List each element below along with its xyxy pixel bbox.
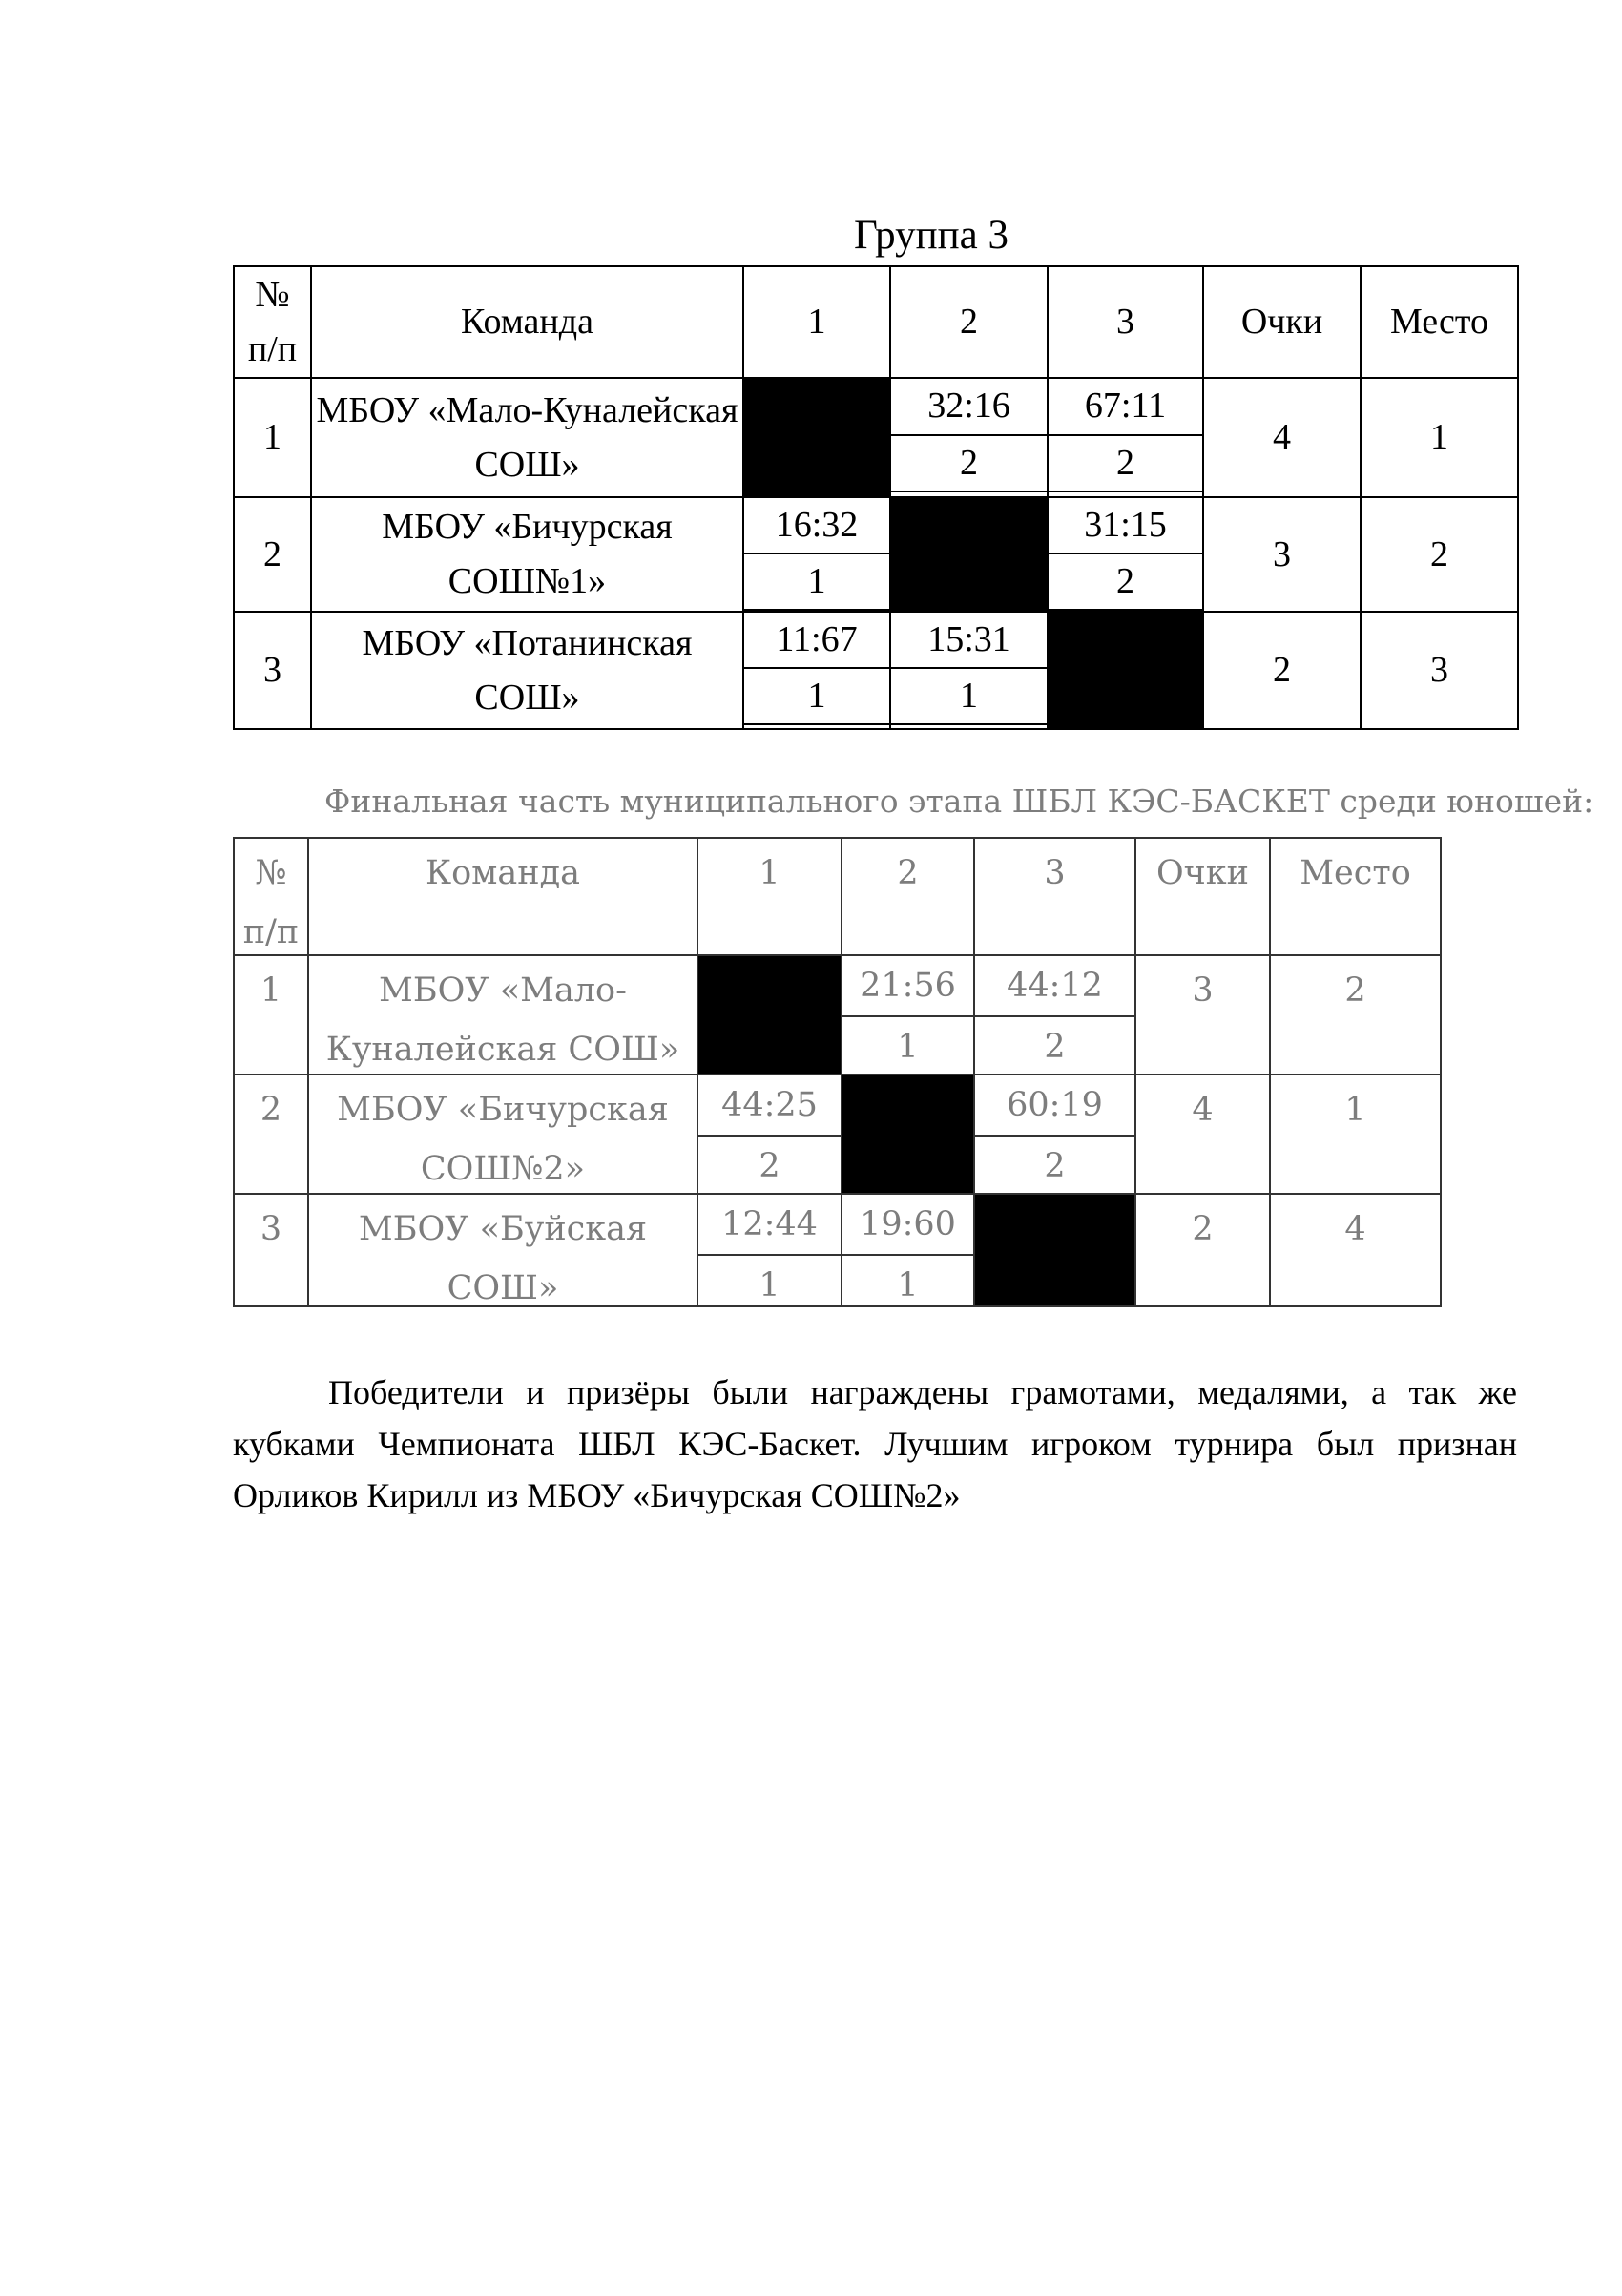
col-header-num	[235, 839, 309, 956]
col-header-num-line1: №	[255, 854, 287, 892]
game-score: 19:60	[842, 1195, 973, 1256]
place-cell: 2	[1362, 498, 1519, 613]
team-name-line1: МБОУ «Бичурская	[382, 507, 673, 547]
game-cell	[1049, 498, 1204, 613]
points-cell: 4	[1136, 1075, 1271, 1195]
game-points: 2	[759, 1147, 780, 1185]
game-score: 16:32	[744, 498, 889, 554]
col-header-game2: 2	[842, 839, 975, 956]
game-points: 1	[744, 669, 889, 725]
game-points: 1	[897, 1028, 919, 1066]
game-score: 67:11	[1049, 379, 1202, 436]
game-points: 2	[1044, 1147, 1066, 1185]
row-num: 2	[235, 498, 312, 613]
team-name-line1: МБОУ «Бичурская	[337, 1091, 669, 1129]
team-name-line2: СОШ»	[474, 444, 580, 485]
game-points: 2	[1049, 554, 1202, 611]
row-num: 1	[235, 956, 309, 1075]
game-points: 1	[897, 1266, 919, 1305]
game-cell	[698, 1075, 842, 1195]
game-points: 1	[759, 1266, 780, 1305]
place-cell: 1	[1271, 1075, 1442, 1195]
game-cell	[891, 613, 1049, 730]
game-score: 32:16	[891, 379, 1047, 436]
game-cell	[842, 956, 975, 1075]
game-score: 60:19	[975, 1075, 1134, 1137]
place-cell: 4	[1271, 1195, 1442, 1307]
game-score: 44:12	[975, 956, 1134, 1017]
row-num: 3	[235, 613, 312, 730]
game-cell	[1049, 379, 1204, 498]
row-num: 2	[235, 1075, 309, 1195]
team-name-line2: Куналейская СОШ»	[325, 1031, 680, 1069]
game-points: 2	[1049, 436, 1202, 493]
team-name-line1: МБОУ «Мало-Куналейская	[316, 389, 738, 430]
row-num: 1	[235, 379, 312, 498]
col-header-place: Место	[1362, 267, 1519, 379]
game-score: 12:44	[698, 1195, 841, 1256]
crossed-cell	[891, 498, 1049, 613]
team-name-line1: МБОУ «Мало-	[379, 971, 627, 1010]
col-header-game2: 2	[891, 267, 1049, 379]
points-cell: 2	[1136, 1195, 1271, 1307]
game-cell	[744, 613, 891, 730]
final-stage-table	[233, 837, 1442, 1307]
game-score: 21:56	[842, 956, 973, 1017]
game-cell	[698, 1195, 842, 1307]
team-name-line1: МБОУ «Потанинская	[362, 622, 693, 663]
team-name-line1: МБОУ «Буйская СОШ»	[358, 1210, 648, 1307]
game-cell	[975, 1075, 1136, 1195]
place-cell: 1	[1362, 379, 1519, 498]
col-header-points: Очки	[1204, 267, 1362, 379]
points-cell: 4	[1204, 379, 1362, 498]
page-title: Группа 3	[854, 213, 1009, 258]
game-points: 1	[744, 554, 889, 611]
col-header-place: Место	[1271, 839, 1442, 956]
crossed-cell	[744, 379, 891, 498]
crossed-cell	[842, 1075, 975, 1195]
col-header-num	[235, 267, 312, 379]
team-name	[312, 379, 744, 498]
col-header-num-line2: п/п	[242, 913, 300, 951]
place-cell: 2	[1271, 956, 1442, 1075]
col-header-num-line2: п/п	[247, 328, 298, 369]
final-stage-heading: Финальная часть муниципального этапа ШБЛ КЭС-БАСКЕТ среди юношей:	[324, 783, 1594, 820]
group3-table	[233, 265, 1519, 730]
col-header-game3: 3	[1049, 267, 1204, 379]
game-score: 44:25	[698, 1075, 841, 1137]
col-header-game1: 1	[698, 839, 842, 956]
col-header-game1: 1	[744, 267, 891, 379]
game-points: 1	[891, 669, 1047, 725]
team-name	[309, 1075, 698, 1195]
game-score: 31:15	[1049, 498, 1202, 554]
points-cell: 3	[1136, 956, 1271, 1075]
team-name-line2: СОШ№2»	[420, 1150, 586, 1188]
game-score: 11:67	[744, 613, 889, 669]
game-cell	[744, 498, 891, 613]
row-num: 3	[235, 1195, 309, 1307]
team-name	[312, 498, 744, 613]
crossed-cell	[1049, 613, 1204, 730]
game-cell	[975, 956, 1136, 1075]
game-cell	[842, 1195, 975, 1307]
team-name	[309, 956, 698, 1075]
col-header-team: Команда	[312, 267, 744, 379]
game-score: 15:31	[891, 613, 1047, 669]
team-name	[312, 613, 744, 730]
game-points: 2	[891, 436, 1047, 493]
col-header-team: Команда	[309, 839, 698, 956]
points-cell: 3	[1204, 498, 1362, 613]
game-points: 2	[1044, 1028, 1066, 1066]
awards-paragraph: Победители и призёры были награждены грамотами, медалями, а так же кубками Чемпионата ШБЛ КЭС-Баскет. Лучшим игроком турнира был признан Орликов Кирилл из МБОУ «Бичурская СОШ№2»	[233, 1373, 1517, 1514]
points-cell: 2	[1204, 613, 1362, 730]
crossed-cell	[975, 1195, 1136, 1307]
game-cell	[891, 379, 1049, 498]
team-name-line2: СОШ№1»	[447, 561, 607, 601]
col-header-num-line1: №	[255, 274, 290, 315]
place-cell: 3	[1362, 613, 1519, 730]
team-name-line2: СОШ»	[474, 677, 580, 718]
crossed-cell	[698, 956, 842, 1075]
col-header-game3: 3	[975, 839, 1136, 956]
col-header-points: Очки	[1136, 839, 1271, 956]
team-name	[309, 1195, 698, 1307]
